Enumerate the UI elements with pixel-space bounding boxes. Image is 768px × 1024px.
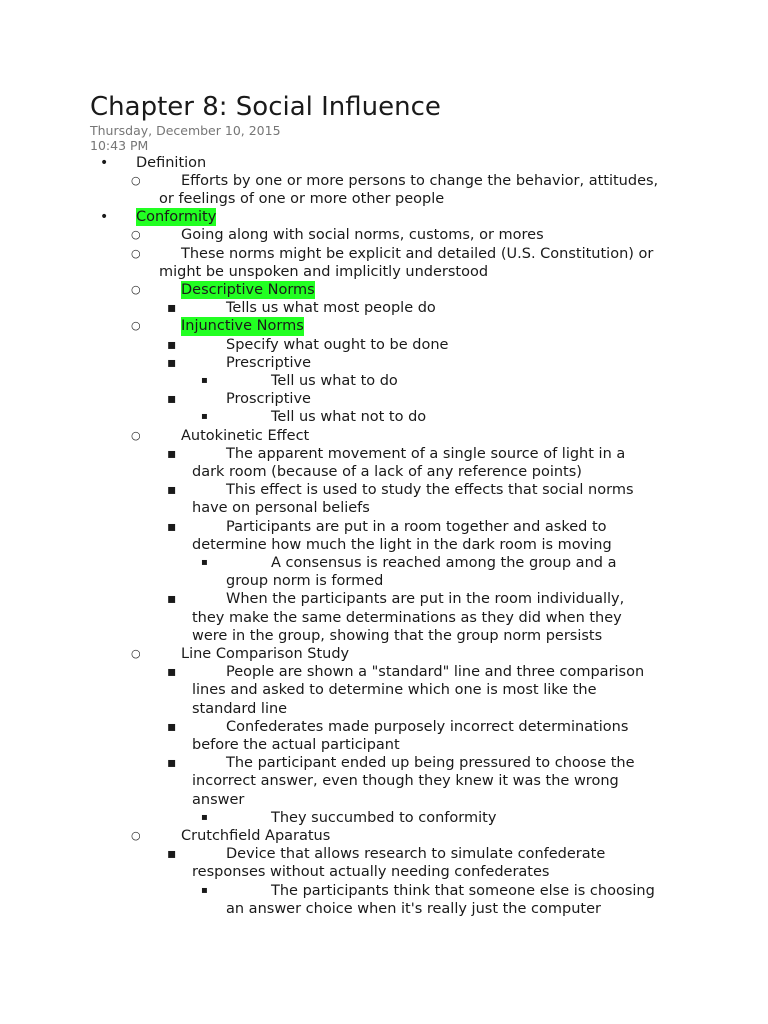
outline-text: The participants think that someone else is choosing <box>271 882 655 899</box>
bullet-icon: ▪ <box>167 718 177 735</box>
outline-text: They succumbed to conformity <box>271 809 497 826</box>
bullet-icon: ▪ <box>201 884 208 896</box>
outline-text: Autokinetic Effect <box>181 427 310 444</box>
outline-text: Device that allows research to simulate confederate <box>226 846 606 863</box>
outline-text: Tell us what to do <box>271 372 398 389</box>
bullet-icon: ○ <box>131 228 141 242</box>
highlighted-heading: Descriptive Norms <box>181 281 315 298</box>
outline-text: have on personal beliefs <box>192 500 370 517</box>
outline-text: A consensus is reached among the group and a <box>271 554 617 571</box>
bullet-icon: ○ <box>131 173 141 187</box>
outline-text: or feelings of one or more other people <box>159 190 445 207</box>
outline-text: These norms might be explicit and detailed (U.S. Constitution) or <box>181 245 654 262</box>
bullet-icon: ▪ <box>167 518 177 535</box>
outline-text: determine how much the light in the dark room is moving <box>192 536 612 553</box>
bullet-icon: ▪ <box>167 300 177 317</box>
bullet-icon: ▪ <box>167 591 177 608</box>
bullet-icon: ▪ <box>167 336 177 353</box>
bullet-icon: ○ <box>131 646 141 660</box>
bullet-icon: ▪ <box>201 556 208 568</box>
outline-text: responses without actually needing confederates <box>192 864 550 881</box>
outline-text: Confederates made purposely incorrect determinations <box>226 718 629 735</box>
outline-text: they make the same determinations as they did when they <box>192 609 622 626</box>
page-title: Chapter 8: Social Influence <box>90 92 441 122</box>
bullet-icon: ▪ <box>167 482 177 499</box>
bullet-icon: ▪ <box>201 811 208 823</box>
bullet-icon: ▪ <box>167 755 177 772</box>
outline-text: dark room (because of a lack of any reference points) <box>192 463 582 480</box>
bullet-icon: ○ <box>131 246 141 260</box>
outline-text: incorrect answer, even though they knew it was the wrong <box>192 773 619 790</box>
outline-text: group norm is formed <box>226 573 384 590</box>
outline-text: might be unspoken and implicitly understood <box>159 263 489 280</box>
note-date: Thursday, December 10, 2015 <box>90 123 281 138</box>
note-time: 10:43 PM <box>90 138 149 153</box>
outline-text: Efforts by one or more persons to change the behavior, attitudes, <box>181 172 659 189</box>
outline-text: Tell us what not to do <box>271 409 427 426</box>
bullet-icon: ○ <box>131 428 141 442</box>
highlighted-heading: Injunctive Norms <box>181 318 304 335</box>
bullet-icon: • <box>100 154 109 171</box>
highlighted-heading: Conformity <box>136 209 217 226</box>
outline-text: Tells us what most people do <box>226 300 436 317</box>
bullet-icon: ▪ <box>167 445 177 462</box>
outline-text: before the actual participant <box>192 736 400 753</box>
outline-text: lines and asked to determine which one is most like the <box>192 682 597 699</box>
outline-text: Participants are put in a room together and asked to <box>226 518 607 535</box>
outline-text: were in the group, showing that the group norm persists <box>192 627 603 644</box>
outline-text: Definition <box>136 154 207 171</box>
outline-text: Prescriptive <box>226 354 311 371</box>
outline-text: Crutchfield Aparatus <box>181 827 331 844</box>
bullet-icon: ○ <box>131 319 141 333</box>
outline-text: an answer choice when it's really just the computer <box>226 900 601 917</box>
outline-text: standard line <box>192 700 288 717</box>
outline-text: The participant ended up being pressured to choose the <box>226 755 635 772</box>
bullet-icon: • <box>100 209 109 226</box>
bullet-icon: ▪ <box>167 391 177 408</box>
bullet-icon: ▪ <box>167 354 177 371</box>
outline-text: Specify what ought to be done <box>226 336 449 353</box>
outline-text: Proscriptive <box>226 391 311 408</box>
outline-text: Going along with social norms, customs, or mores <box>181 227 544 244</box>
bullet-icon: ○ <box>131 282 141 296</box>
outline-text: When the participants are put in the room individually, <box>226 591 625 608</box>
outline-text: answer <box>192 791 245 808</box>
bullet-icon: ○ <box>131 828 141 842</box>
bullet-icon: ▪ <box>167 664 177 681</box>
bullet-icon: ▪ <box>201 411 208 423</box>
outline-text: Line Comparison Study <box>181 645 350 662</box>
outline-text: The apparent movement of a single source of light in a <box>226 445 626 462</box>
outline-text: This effect is used to study the effects that social norms <box>226 482 634 499</box>
bullet-icon: ▪ <box>201 374 208 386</box>
bullet-icon: ▪ <box>167 846 177 863</box>
outline-text: People are shown a "standard" line and three comparison <box>226 664 645 681</box>
